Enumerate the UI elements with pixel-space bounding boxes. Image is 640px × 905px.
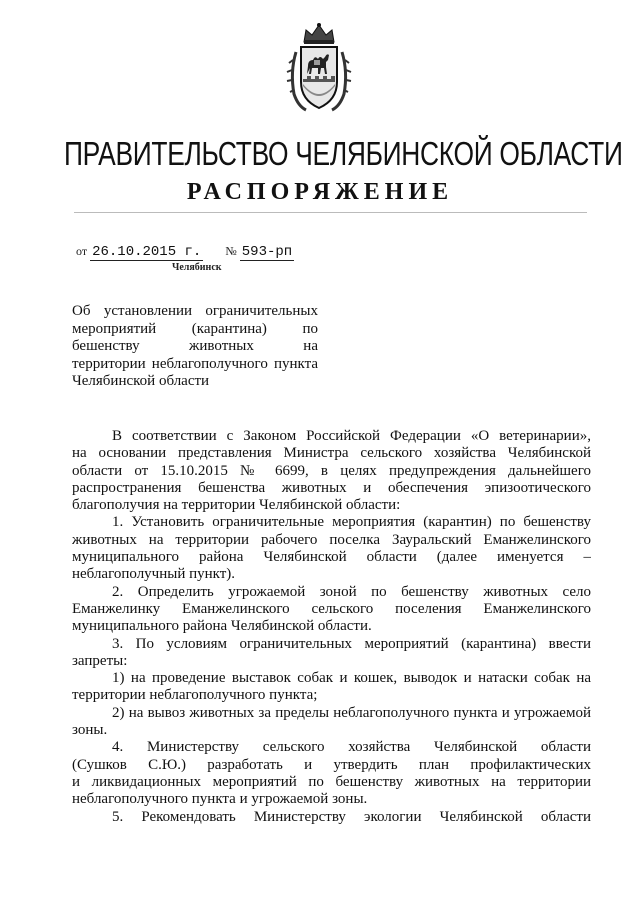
body-line: (Сушков С.Ю.) разработать и утвердить план профилактических bbox=[72, 756, 591, 773]
body-line: 1) на проведение выставок собак и кошек, выводок и натаски собак на bbox=[112, 670, 591, 687]
body-line: запреты: bbox=[72, 652, 128, 669]
body-line: 3. По условиям ограничительных мероприятий (карантина) ввести bbox=[112, 635, 591, 652]
subject-line: территории неблагополучного пункта bbox=[72, 355, 318, 372]
body-line: неблагополучного пункта и угрожаемой зоны. bbox=[72, 791, 368, 808]
document-body bbox=[72, 428, 591, 826]
body-line: территории неблагополучного пункта; bbox=[72, 687, 318, 704]
date-value: 26.10.2015 г. bbox=[92, 244, 202, 260]
body-line: на основании представления Министра сельского хозяйства Челябинской bbox=[72, 445, 591, 462]
header-divider bbox=[74, 212, 587, 213]
city-label: Челябинск bbox=[172, 262, 222, 273]
body-line: муниципального района Челябинской области. bbox=[72, 618, 372, 635]
number-value: 593-рп bbox=[241, 244, 293, 260]
body-line: распространения бешенства животных и обеспечения эпизоотического bbox=[72, 479, 591, 496]
number-prefix: № bbox=[225, 244, 237, 258]
subject-line: мероприятий (карантина) по bbox=[72, 320, 318, 337]
coat-of-arms-emblem bbox=[284, 20, 354, 115]
body-line: 4. Министерству сельского хозяйства Челябинской области bbox=[112, 739, 591, 756]
subject-line: Об установлении ограничительных bbox=[72, 303, 318, 319]
body-line: Еманжелинку Еманжелинского сельского поселения Еманжелинского bbox=[72, 600, 591, 617]
body-line: животных на территории рабочего поселка Зауральский Еманжелинского bbox=[72, 531, 591, 548]
subject-block bbox=[72, 303, 318, 391]
body-line: неблагополучный пункт). bbox=[72, 566, 236, 583]
government-title: ПРАВИТЕЛЬСТВО ЧЕЛЯБИНСКОЙ ОБЛАСТИ bbox=[64, 135, 623, 172]
subject-line: Челябинской области bbox=[72, 373, 210, 389]
body-line: 5. Рекомендовать Министерству экологии Челябинской области bbox=[112, 808, 591, 825]
document-type-heading: РАСПОРЯЖЕНИЕ bbox=[186, 179, 454, 205]
body-line: области от 15.10.2015 № 6699, в целях предупреждения дальнейшего bbox=[72, 462, 591, 479]
subject-line: бешенству животных на bbox=[72, 338, 318, 354]
body-line: 2. Определить угрожаемой зоной по бешенству животных село bbox=[112, 583, 591, 600]
body-line: благополучия на территории Челябинской области: bbox=[72, 497, 401, 514]
body-line: муниципального района Челябинской области (далее именуется – bbox=[72, 549, 591, 566]
date-prefix: от bbox=[76, 244, 88, 258]
body-line: 1. Установить ограничительные мероприятия (карантин) по бешенству bbox=[112, 514, 591, 531]
body-line: зоны. bbox=[72, 722, 108, 739]
body-line: В соответствии с Законом Российской Федерации «О ветеринарии», bbox=[112, 428, 591, 444]
body-line: и ликвидационных мероприятий по бешенству животных на территории bbox=[72, 773, 591, 790]
date-number-line bbox=[76, 244, 294, 261]
body-line: 2) на вывоз животных за пределы неблагополучного пункта и угрожаемой bbox=[112, 704, 591, 721]
